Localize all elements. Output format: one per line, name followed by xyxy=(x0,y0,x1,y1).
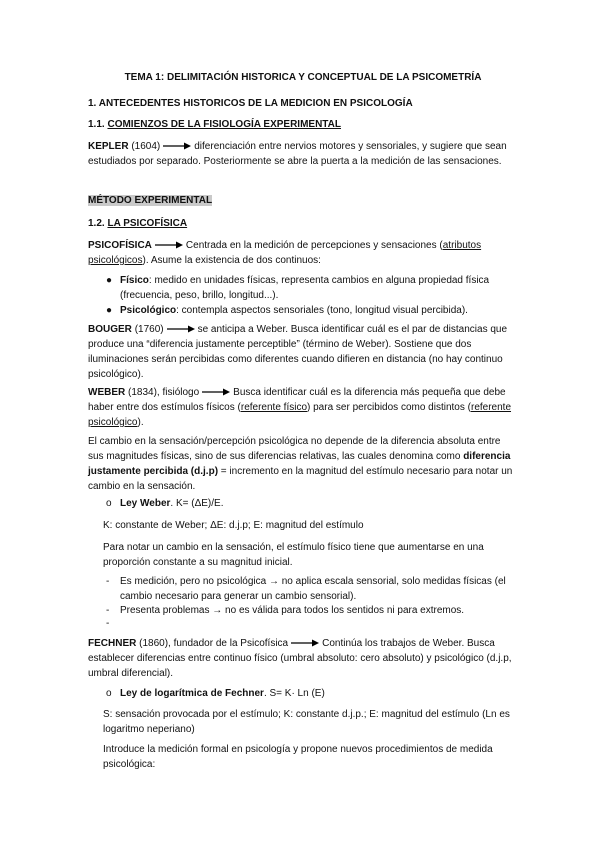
bouger-year: (1760) xyxy=(134,324,164,335)
document-title: TEMA 1: DELIMITACIÓN HISTORICA Y CONCEPTUAL DE LA PSICOMETRÍA xyxy=(124,72,482,83)
ley-weber-item xyxy=(106,496,520,511)
bouger-text: se anticipa a Weber. Busca identificar cuál es el par de distancias que produce una “diferencia justamente perceptible” (término de Weber). Sostiene que dos iluminaciones serán percibidas como diferentes cuando difieren en distancia (no hay continuo psicológico). xyxy=(88,324,508,380)
bouger-name: BOUGER xyxy=(88,324,132,335)
weber-underlined-1: referente físico xyxy=(240,402,308,413)
bullet-marker: o xyxy=(106,498,112,509)
bullet-icon: ● xyxy=(106,305,113,316)
section-heading-1-2 xyxy=(88,216,518,231)
fechner-name: FECHNER xyxy=(88,638,137,649)
list-item-text: : medido en unidades físicas, representa cambios en alguna propiedad física (frecuencia, peso, brillo, longitud...). xyxy=(120,275,490,301)
weber-text-2: ) para ser percibidos como distintos ( xyxy=(307,402,471,413)
arrow-right-icon xyxy=(163,142,191,150)
kepler-text: diferenciación entre nervios motores y sensoriales, y sugiere que sean estudiados por separado. Posteriormente se abre la puerta a la medición de las sensaciones. xyxy=(88,141,507,167)
dash-marker: - xyxy=(106,605,110,616)
section-heading-1-1 xyxy=(88,117,518,132)
arrow-right-icon xyxy=(167,325,195,333)
heading-number: 1.1. xyxy=(88,119,105,130)
arrow-right-icon xyxy=(202,388,230,396)
ley-weber-definition: K: constante de Weber; ΔE: d.j.p; E: magnitud del estímulo xyxy=(103,520,364,531)
cambio-text-1: El cambio en la sensación/percepción psicológica no depende de la diferencia absoluta entre sus magnitudes físicas, sino de sus diferencias relativas, las cuales denomina como xyxy=(88,436,501,462)
fechner-paragraph xyxy=(88,636,518,681)
weber-name: WEBER xyxy=(88,387,126,398)
list-item-term: Psicológico xyxy=(120,305,177,316)
psicofisica-paragraph xyxy=(88,238,518,268)
psicofisica-text-2: ). Asume la existencia de dos continuos: xyxy=(142,255,321,266)
list-item-text: : contempla aspectos sensoriales (tono, longitud visual percibida). xyxy=(176,305,468,316)
ley-fechner-definition: S: sensación provocada por el estímulo; K: constante d.j.p.; E: magnitud del estímulo (Ln es logaritmo neperiano) xyxy=(103,709,510,735)
dash-item xyxy=(106,574,520,604)
weber-year: (1834), fisiólogo xyxy=(128,387,200,398)
psicofisica-text-1: Centrada en la medición de percepciones y sensaciones ( xyxy=(185,240,443,251)
kepler-name: KEPLER xyxy=(88,141,129,152)
fechner-text: Continúa los trabajos de Weber. Busca establecer diferencias entre continuo físico (umbral absoluto: cero absoluto) y psicológico (d.j.p, umbral diferencial). xyxy=(88,638,512,679)
dash-marker: - xyxy=(106,576,110,587)
bouger-paragraph xyxy=(88,322,518,382)
section-heading-1: 1. ANTECEDENTES HISTORICOS DE LA MEDICION EN PSICOLOGÍA xyxy=(88,98,413,109)
weber-text-1: Busca identificar cuál es la diferencia más pequeña que debe haber entre dos estímulos físicos ( xyxy=(88,387,506,413)
introduce-paragraph: Introduce la medición formal en psicología y propone nuevos procedimientos de medida psicológica: xyxy=(103,744,493,770)
list-item xyxy=(106,303,520,318)
dash-item-text: Presenta problemas → no es válida para todos los sentidos ni para extremos. xyxy=(120,605,465,616)
arrow-right-icon xyxy=(155,241,183,249)
dash-item xyxy=(106,603,520,618)
kepler-year: (1604) xyxy=(131,141,161,152)
psicofisica-underlined: atributos psicológicos xyxy=(88,240,482,266)
kepler-paragraph xyxy=(88,139,518,169)
dash-item-text: Es medición, pero no psicológica → no aplica escala sensorial, solo medidas físicas (el cambio necesario para generar un cambio sensorial). xyxy=(120,576,506,602)
dash-marker: - xyxy=(106,618,110,629)
weber-underlined-2: referente psicológico xyxy=(88,402,512,428)
fechner-year: (1860), fundador de la Psicofísica xyxy=(139,638,289,649)
ley-fechner-name: Ley de logarítmica de Fechner xyxy=(120,688,264,699)
bullet-marker: o xyxy=(106,688,112,699)
ley-fechner-formula: . S= K· Ln (E) xyxy=(263,688,325,699)
cambio-bold: diferencia justamente percibida (d.j.p) xyxy=(88,451,511,477)
ley-weber-name: Ley Weber xyxy=(120,498,171,509)
heading-text: COMIENZOS DE LA FISIOLOGÍA EXPERIMENTAL xyxy=(107,119,341,130)
bullet-icon: ● xyxy=(106,275,113,286)
weber-text-3: ). xyxy=(137,417,144,428)
ley-weber-explanation: Para notar un cambio en la sensación, el estímulo físico tiene que aumentarse en una proporción constante a su magnitud inicial. xyxy=(103,542,484,568)
arrow-right-icon xyxy=(291,639,319,647)
psicofisica-name: PSICOFÍSICA xyxy=(88,240,152,251)
heading-number: 1.2. xyxy=(88,218,105,229)
weber-paragraph xyxy=(88,385,518,430)
cambio-text-2: = incremento en la magnitud del estímulo necesario para notar un cambio en la sensación. xyxy=(88,466,513,492)
list-item xyxy=(106,273,520,303)
method-heading-text: MÉTODO EXPERIMENTAL xyxy=(88,195,213,206)
ley-weber-formula: . K= (ΔE)/E. xyxy=(170,498,224,509)
ley-fechner-item xyxy=(106,686,520,701)
list-item-term: Físico xyxy=(120,275,149,286)
method-heading xyxy=(88,193,518,208)
heading-text: LA PSICOFÍSICA xyxy=(107,218,188,229)
cambio-paragraph xyxy=(88,434,518,494)
